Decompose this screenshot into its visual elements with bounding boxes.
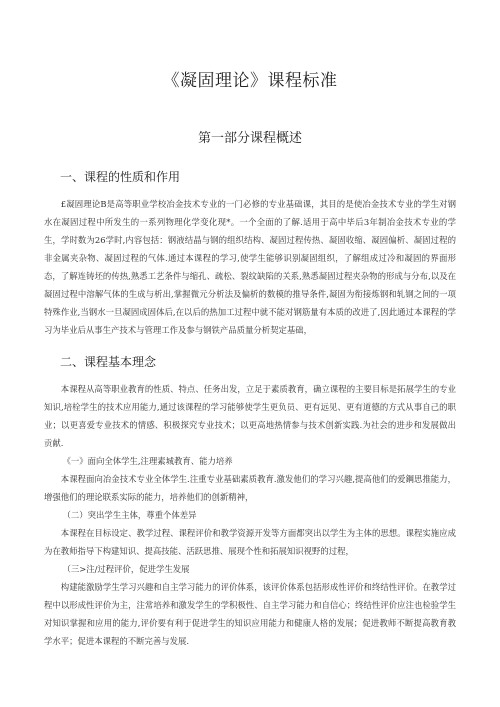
part-title: 第一部分课程概述	[197, 131, 302, 146]
spacer	[44, 339, 456, 353]
subsection-text-2: 本课程在目标设定、教学过程、课程评价和教学资源开发等方面都突出以学生为主体的思想。课程实施应成为在教师指导下构建知识、提高技能、活跃思推、展现个性和拓展知识视野的过程，	[44, 528, 456, 556]
document-title: 《凝固理论》课程标准	[162, 71, 338, 91]
section-heading-nature: 一、课程的性质和作用	[60, 170, 181, 184]
section-paragraph-philosophy: 本课程从高等职业教育的性质、特点、任务出发，立足于素质教育，确立课程的主要目标是拓展学生的专业知识,培栓学生的技术应用能力,通过该课程的学习能够使学生更负员、更有远见、更有道德的方式从事自己的职业；以更喜爱专业技术的情感、积极探究专业技术；以更高地热情参与技术创新实践.为社会的进步和发展做出贡献.	[44, 384, 456, 448]
subsection-text-3: 构建能激励学生学习兴趣和自主学习能力的评价体系，该评价体系包括形成性评价和终结性评价。在教学过程中以形成性评价为主，注常培养和激发学生的学积极性、自主学习能力和自信心；终结性评价应注也检验学生对知识掌握和应用的能力,评价要有利于促进学生的知识应用能力和健康人格的发展；促进教师不断提高教育教学水平；促进本课程的不断完善与发展.	[44, 582, 456, 646]
section-paragraph-nature: £凝固理论B是高等职业学校冶金技术专业的一门必修的专业基础课，其目的是使冶金技术专业的学生对钢水在凝固过程中所发生的一系列物理化学变化现*。一个全面的了解.适用于高中毕后3年制冶金技术专业的学生，学时数为26学时,内容包括：钢液结晶与钢的组织结构、凝固过程传热、凝固收缩、凝固偏析、凝固过程的非金属夹杂物、凝固过程的气体.通过本课程的学习,使学生能够识别凝固组织，了解组成过冷和凝固的界面形态，了解连铸坯的传热,熟悉工艺条件与缩孔、疏松、裂纹缺陷的关系,熟悉凝固过程夹杂物的形成与分布,以及在凝固过程中溶解气体的生成与析出,掌握微元分析法及偏析的数模的推导条件,凝固为衔接炼钢和轧钢之间的一项特殊作业,当钢水一旦凝固成固体后,在以后的热加工过程中就不能对钢筋量有本质的改进了,因此通过本课程的学习为毕业后从事生产技术与管理工作及参与钢铁产品质量分析契定基础，	[44, 199, 456, 335]
subsection-text-1: 本课程面向冶金技术专业全体学生.注重专业基础素质教育.激发他们的学习兴趣,提高他们的爱鋼思推能力，增强他们的理论联系实际的能力，培养他们的创新精神，	[44, 474, 456, 502]
subsection-label-2: （二）突出学生主体，尊重个体差异	[62, 510, 197, 520]
subsection-label-3: （三>注/过程评价，促进学生发展	[62, 564, 190, 574]
section-heading-philosophy: 二、课程基本理念	[60, 355, 157, 369]
subsection-label-1: 《一》面向全体学生,注理素城教育、能力培养	[62, 456, 233, 466]
